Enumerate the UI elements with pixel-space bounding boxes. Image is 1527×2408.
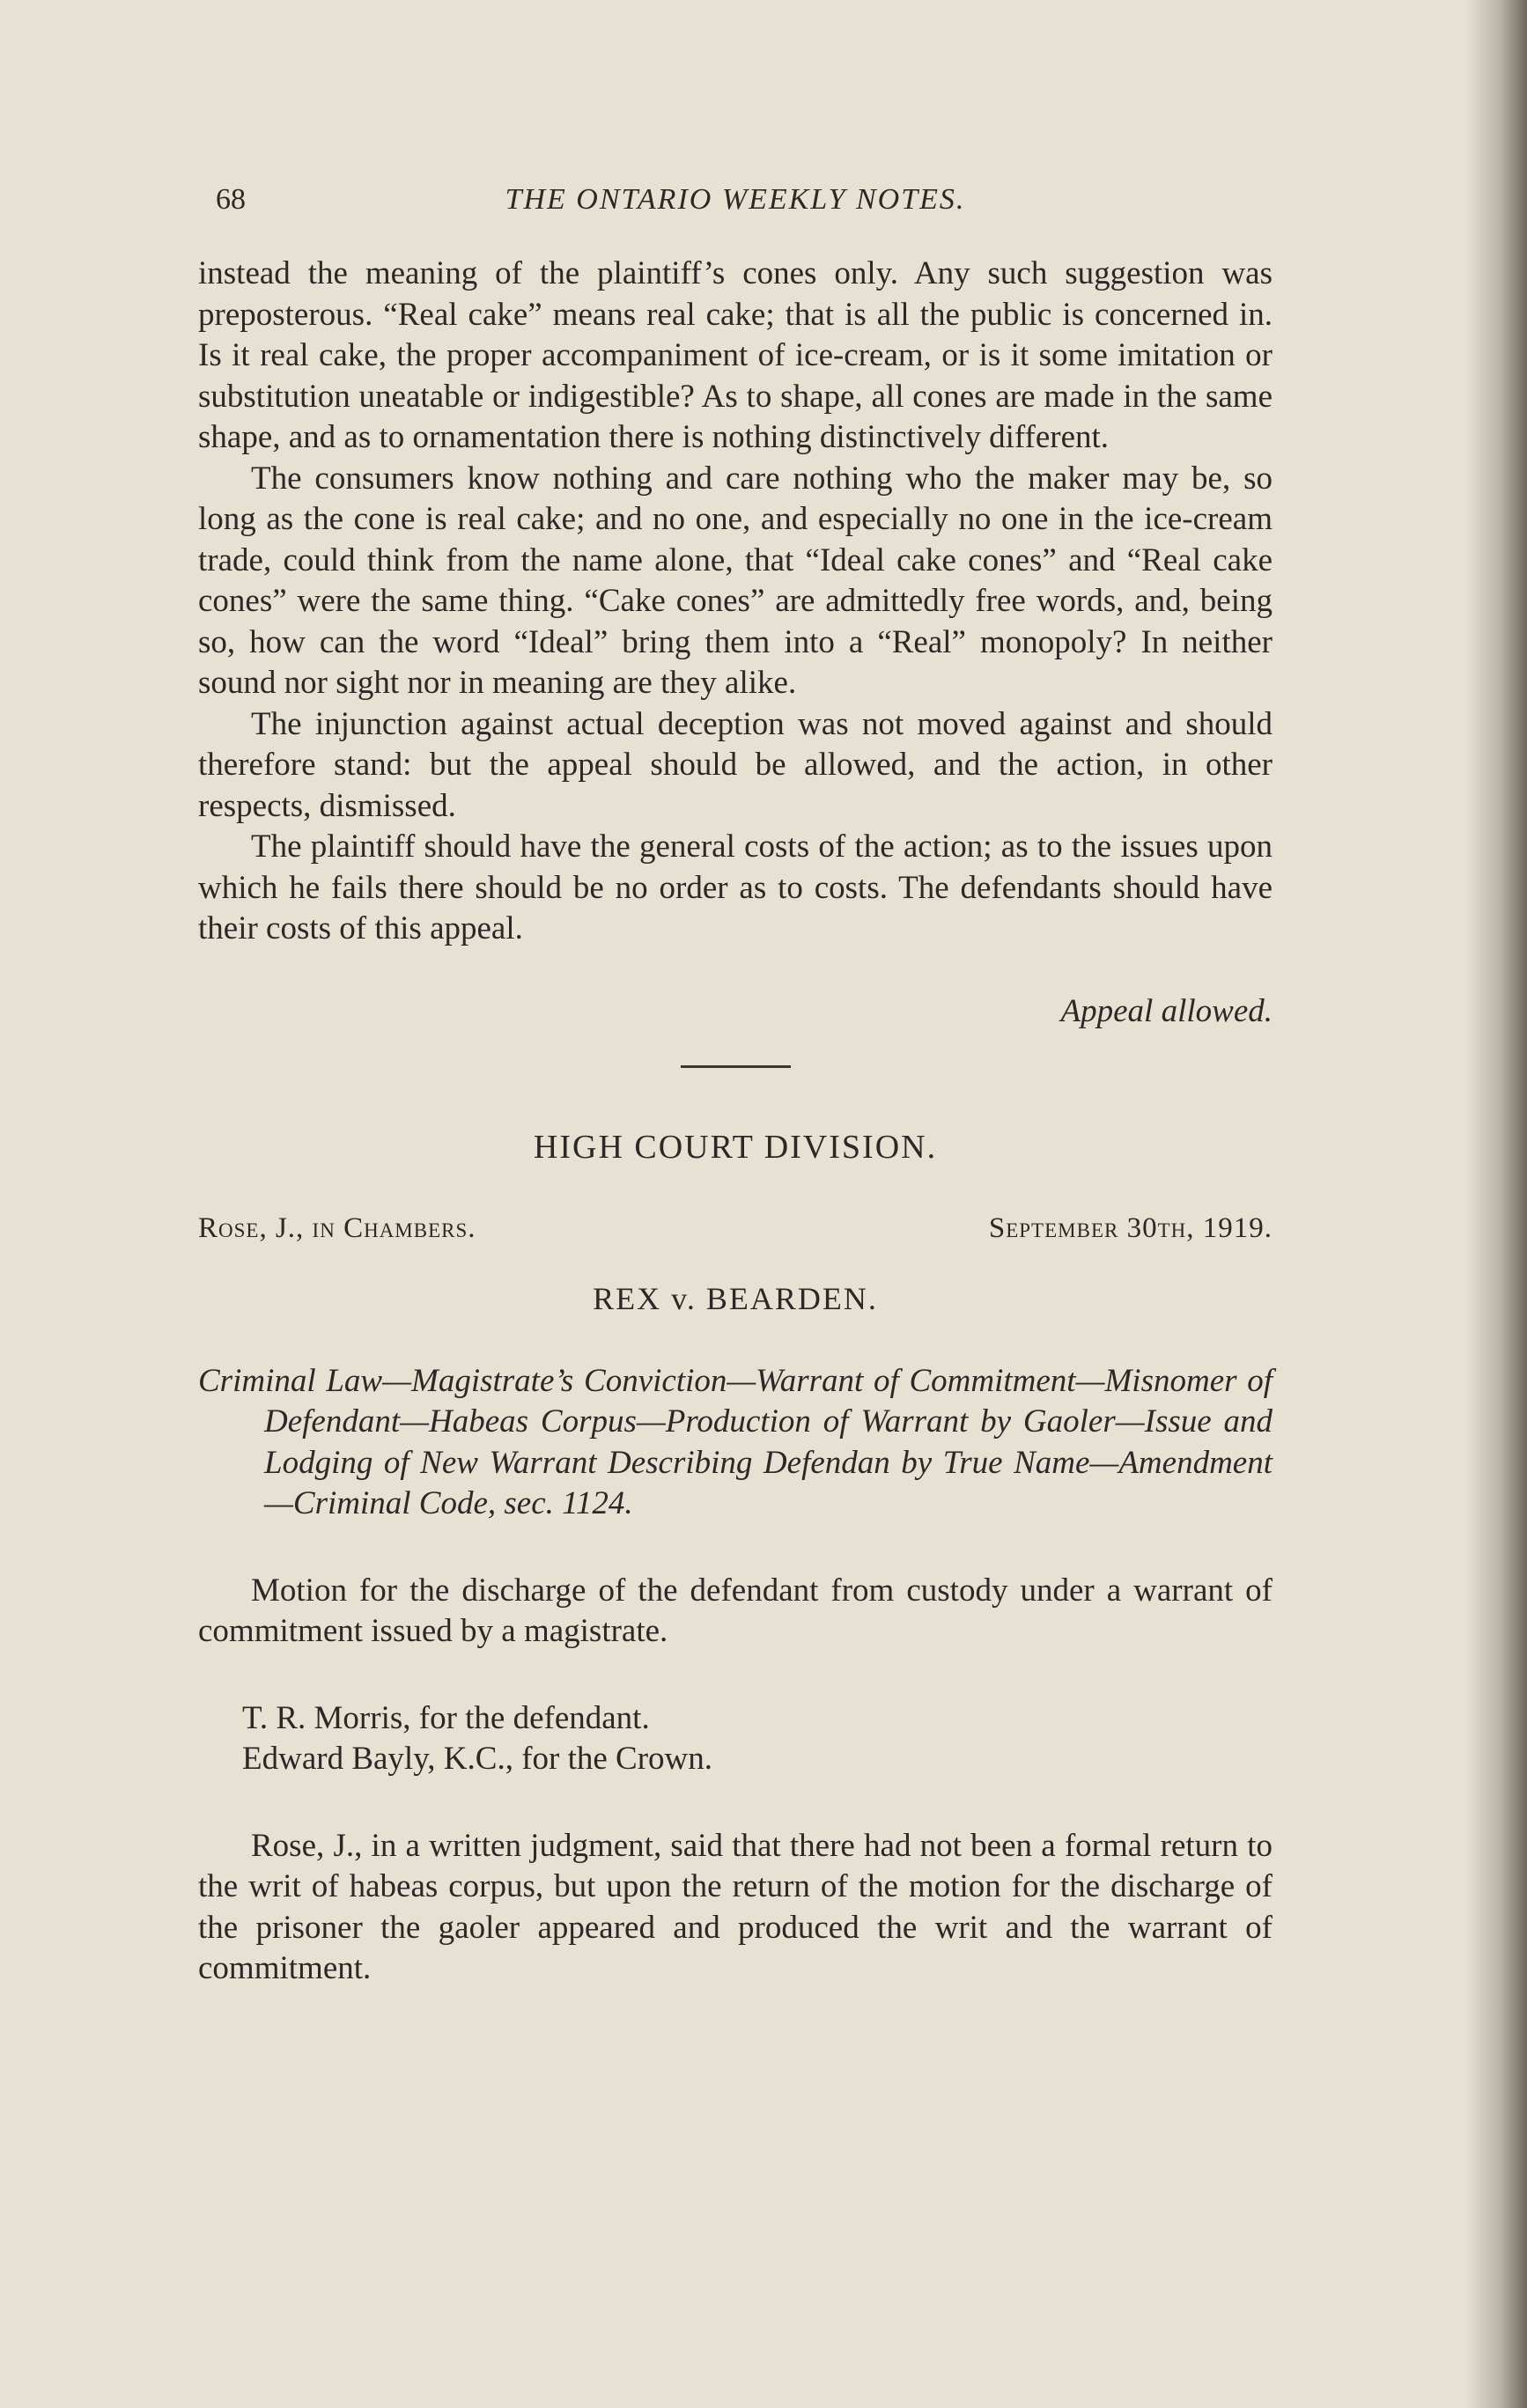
section-divider (681, 1065, 791, 1068)
counsel-entry: Edward Bayly, K.C., for the Crown. (242, 1741, 713, 1777)
judge-line (198, 1212, 1272, 1245)
journal-title: THE ONTARIO WEEKLY NOTES. (505, 183, 966, 216)
headnote: Criminal Law—Magistrate’s Conviction—Warrant of Commitment—Misnomer of Defendant—Habeas Corpus—Production of Warrant by Gaoler—Issue and Lodging of New Warrant Describing Defendan by True Name—Amendment—Criminal Code, sec. 1124. (198, 1362, 1272, 1521)
judge-chambers: Rose, J., in Chambers. (198, 1211, 476, 1244)
running-head (198, 176, 1272, 229)
counsel-entry: T. R. Morris, for the defendant. (242, 1699, 650, 1736)
case-title: REX v. BEARDEN. (593, 1280, 878, 1316)
page (198, 176, 1272, 1990)
division-heading: HIGH COURT DIVISION. (533, 1128, 938, 1166)
body-text (198, 254, 1272, 950)
paragraph: instead the meaning of the plaintiff’s cones only. Any such suggestion was preposterous. “Real cake” means real cake; that is all the public is concerned in. Is it real cake, the proper accompaniment of ice-cream, or is it some imitation or substitution uneatable or indigestible? As to shape, all cones are made in the same shape, and as to ornamentation there is nothing distinctively different. (198, 255, 1272, 455)
page-number: 68 (216, 183, 246, 216)
disposition: Appeal allowed. (1060, 992, 1272, 1029)
paragraph: The consumers know nothing and care nothing who the maker may be, so long as the cone is real cake; and no one, and especially no one in the ice-cream trade, could think from the name alone, that “Ideal cake cones” and “Real cake cones” were the same thing. “Cake cones” are admittedly free words, and, being so, how can the word “Ideal” bring them into a “Real” monopoly? In neither sound nor sight nor in meaning are they alike. (198, 460, 1272, 701)
counsel-list (198, 1698, 1272, 1780)
judgment-paragraph: Rose, J., in a written judgment, said that there had not been a formal return to the writ of habeas corpus, but upon the return of the motion for the discharge of the prisoner the gaoler appeared and produced the writ and the warrant of commitment. (198, 1827, 1272, 1986)
page-edge-shadow (1465, 0, 1527, 2408)
paragraph: The plaintiff should have the general costs of the action; as to the issues upon which he fails there should be no order as to costs. The defendants should have their costs of this appeal. (198, 828, 1272, 946)
judgment-date: September 30th, 1919. (988, 1211, 1272, 1244)
motion-paragraph: Motion for the discharge of the defendant from custody under a warrant of commitment issued by a magistrate. (198, 1572, 1272, 1649)
paragraph: The injunction against actual deception was not moved against and should therefore stand: but the appeal should be allowed, and the action, in other respects, dismissed. (198, 705, 1272, 824)
